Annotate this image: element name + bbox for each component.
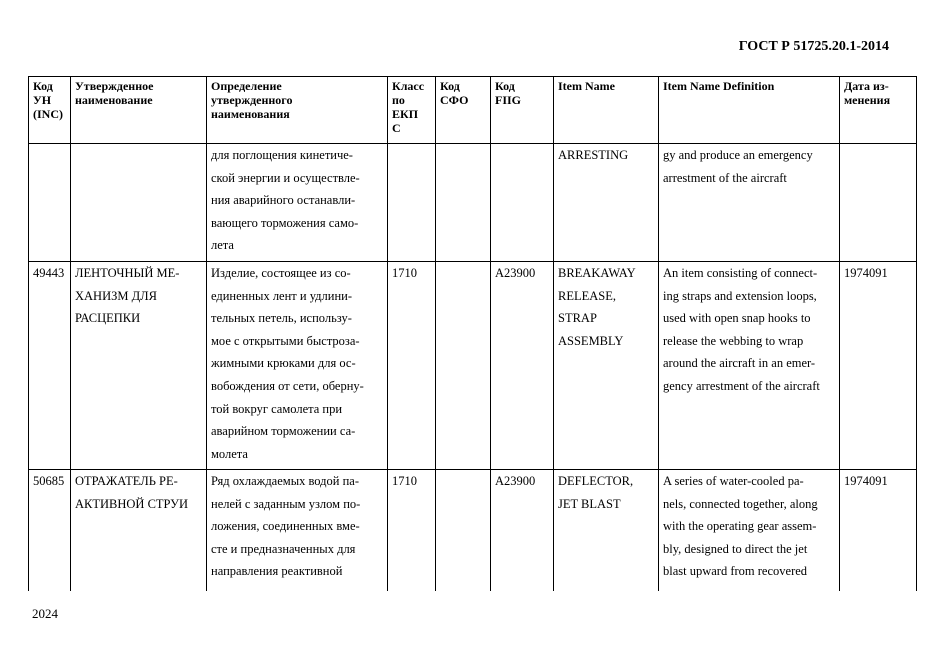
cell-item-name: [554, 144, 659, 262]
column-header-name: [71, 77, 207, 144]
cell-text-line: around the aircraft in an emer-: [663, 356, 816, 371]
cell-item-name: [554, 470, 659, 592]
cell-definition: [207, 470, 388, 592]
cell-text-line: Изделие, состоящее из со-: [211, 266, 351, 280]
cell-text-line: DEFLECTOR,: [558, 474, 634, 488]
column-header-fiig: [491, 77, 554, 144]
column-header-line: Определение: [211, 79, 282, 93]
cell-text-line: A23900: [495, 474, 536, 488]
column-header-date: [840, 77, 917, 144]
column-header-inc: [29, 77, 71, 144]
cell-text-line: аварийном торможении са-: [211, 424, 356, 439]
cell-text-line: 50685: [33, 474, 65, 488]
column-header-line: менения: [844, 93, 891, 107]
cell-text-line: JET BLAST: [558, 496, 621, 511]
cell-item-definition: [659, 144, 840, 262]
cell-date: [840, 144, 917, 262]
cell-text-line: RELEASE,: [558, 288, 616, 303]
column-header-class: [388, 77, 436, 144]
column-header-line: FIIG: [495, 93, 522, 107]
column-header-line: Код: [33, 79, 53, 93]
cell-text-line: 49443: [33, 266, 65, 280]
cell-text-line: единенных лент и удлини-: [211, 288, 352, 303]
cell-text-line: ХАНИЗМ ДЛЯ: [75, 288, 157, 303]
column-header-line: Item Name: [558, 79, 615, 93]
page-number: 2024: [32, 606, 58, 621]
column-header-item-name: [554, 77, 659, 144]
cell-text-line: ARRESTING: [558, 148, 629, 162]
cell-text-line: 1974091: [844, 474, 888, 488]
column-header-item-definition: [659, 77, 840, 144]
cell-name: [71, 144, 207, 262]
cell-date: [840, 470, 917, 592]
cell-definition: [207, 144, 388, 262]
standard-code: ГОСТ Р 51725.20.1-2014: [738, 39, 889, 54]
cell-text-line: АКТИВНОЙ СТРУИ: [75, 496, 189, 511]
cell-text-line: мое с открытыми быстроза-: [211, 333, 360, 348]
column-header-line: Утвержденное: [75, 79, 154, 93]
table-row: [29, 144, 917, 262]
cell-definition: [207, 262, 388, 470]
cell-name: [71, 470, 207, 592]
cell-text-line: bly, designed to direct the jet: [663, 541, 808, 556]
cell-sfo: [436, 470, 491, 592]
registry-table: [28, 76, 917, 591]
table-row: [29, 262, 917, 470]
cell-inc: [29, 470, 71, 592]
column-header-line: утвержденного: [211, 93, 293, 107]
cell-item-definition: [659, 262, 840, 470]
cell-text-line: A series of water-cooled pa-: [663, 474, 804, 488]
cell-text-line: вающего торможения само-: [211, 215, 359, 230]
cell-text-line: BREAKAWAY: [558, 266, 636, 280]
cell-text-line: ing straps and extension loops,: [663, 288, 817, 303]
column-header-sfo: [436, 77, 491, 144]
cell-text-line: with the operating gear assem-: [663, 519, 817, 534]
column-header-line: С: [392, 121, 401, 135]
cell-fiig: [491, 262, 554, 470]
cell-text-line: 1710: [392, 474, 417, 488]
cell-text-line: 1974091: [844, 266, 888, 280]
cell-inc: [29, 144, 71, 262]
cell-name: [71, 262, 207, 470]
cell-text-line: blast upward from recovered: [663, 564, 808, 579]
column-header-line: Код: [440, 79, 460, 93]
cell-class: [388, 144, 436, 262]
cell-text-line: arrestment of the aircraft: [663, 170, 787, 185]
column-header-line: наименование: [75, 93, 153, 107]
cell-text-line: used with open snap hooks to: [663, 311, 811, 326]
cell-text-line: вобождения от сети, оберну-: [211, 378, 364, 393]
cell-text-line: молета: [211, 446, 248, 461]
cell-text-line: той вокруг самолета при: [211, 401, 343, 416]
column-header-line: Дата из-: [844, 79, 889, 93]
cell-date: [840, 262, 917, 470]
cell-text-line: ЛЕНТОЧНЫЙ МЕ-: [75, 266, 180, 280]
cell-text-line: тельных петель, использу-: [211, 311, 352, 326]
cell-text-line: нелей с заданным узлом по-: [211, 496, 361, 511]
column-header-line: Item Name Definition: [663, 79, 775, 93]
cell-text-line: An item consisting of connect-: [663, 266, 818, 280]
cell-inc: [29, 262, 71, 470]
column-header-line: наименования: [211, 107, 290, 121]
cell-text-line: STRAP: [558, 311, 597, 326]
cell-class: [388, 470, 436, 592]
cell-fiig: [491, 470, 554, 592]
cell-text-line: ложения, соединенных вме-: [211, 519, 360, 534]
cell-text-line: РАСЦЕПКИ: [75, 311, 141, 326]
column-header-line: ЕКП: [392, 107, 419, 121]
cell-text-line: A23900: [495, 266, 536, 280]
cell-text-line: ской энергии и осуществле-: [211, 170, 360, 185]
cell-text-line: gy and produce an emergency: [663, 148, 813, 162]
column-header-line: по: [392, 93, 405, 107]
cell-text-line: 1710: [392, 266, 417, 280]
column-header-definition: [207, 77, 388, 144]
cell-text-line: ния аварийного останавли-: [211, 193, 356, 208]
cell-text-line: release the webbing to wrap: [663, 333, 804, 348]
cell-text-line: Ряд охлаждаемых водой па-: [211, 474, 359, 488]
cell-text-line: ОТРАЖАТЕЛЬ РЕ-: [75, 474, 178, 488]
column-header-line: СФО: [440, 93, 469, 107]
column-header-line: Код: [495, 79, 515, 93]
cell-sfo: [436, 144, 491, 262]
table-header-row: [29, 77, 917, 144]
cell-class: [388, 262, 436, 470]
cell-text-line: ASSEMBLY: [558, 333, 624, 348]
cell-text-line: жимными крюками для ос-: [211, 356, 356, 371]
cell-item-name: [554, 262, 659, 470]
cell-text-line: nels, connected together, along: [663, 496, 818, 511]
registry-table-container: [28, 76, 918, 591]
cell-text-line: направления реактивной: [211, 564, 343, 579]
table-row: [29, 470, 917, 592]
cell-text-line: сте и предназначенных для: [211, 541, 356, 556]
cell-fiig: [491, 144, 554, 262]
column-header-line: Класс: [392, 79, 425, 93]
cell-text-line: gency arrestment of the aircraft: [663, 378, 820, 393]
column-header-line: УН: [33, 93, 52, 107]
cell-text-line: для поглощения кинетиче-: [211, 148, 353, 162]
column-header-line: (INC): [33, 107, 63, 121]
cell-item-definition: [659, 470, 840, 592]
cell-sfo: [436, 262, 491, 470]
cell-text-line: лета: [211, 238, 234, 253]
